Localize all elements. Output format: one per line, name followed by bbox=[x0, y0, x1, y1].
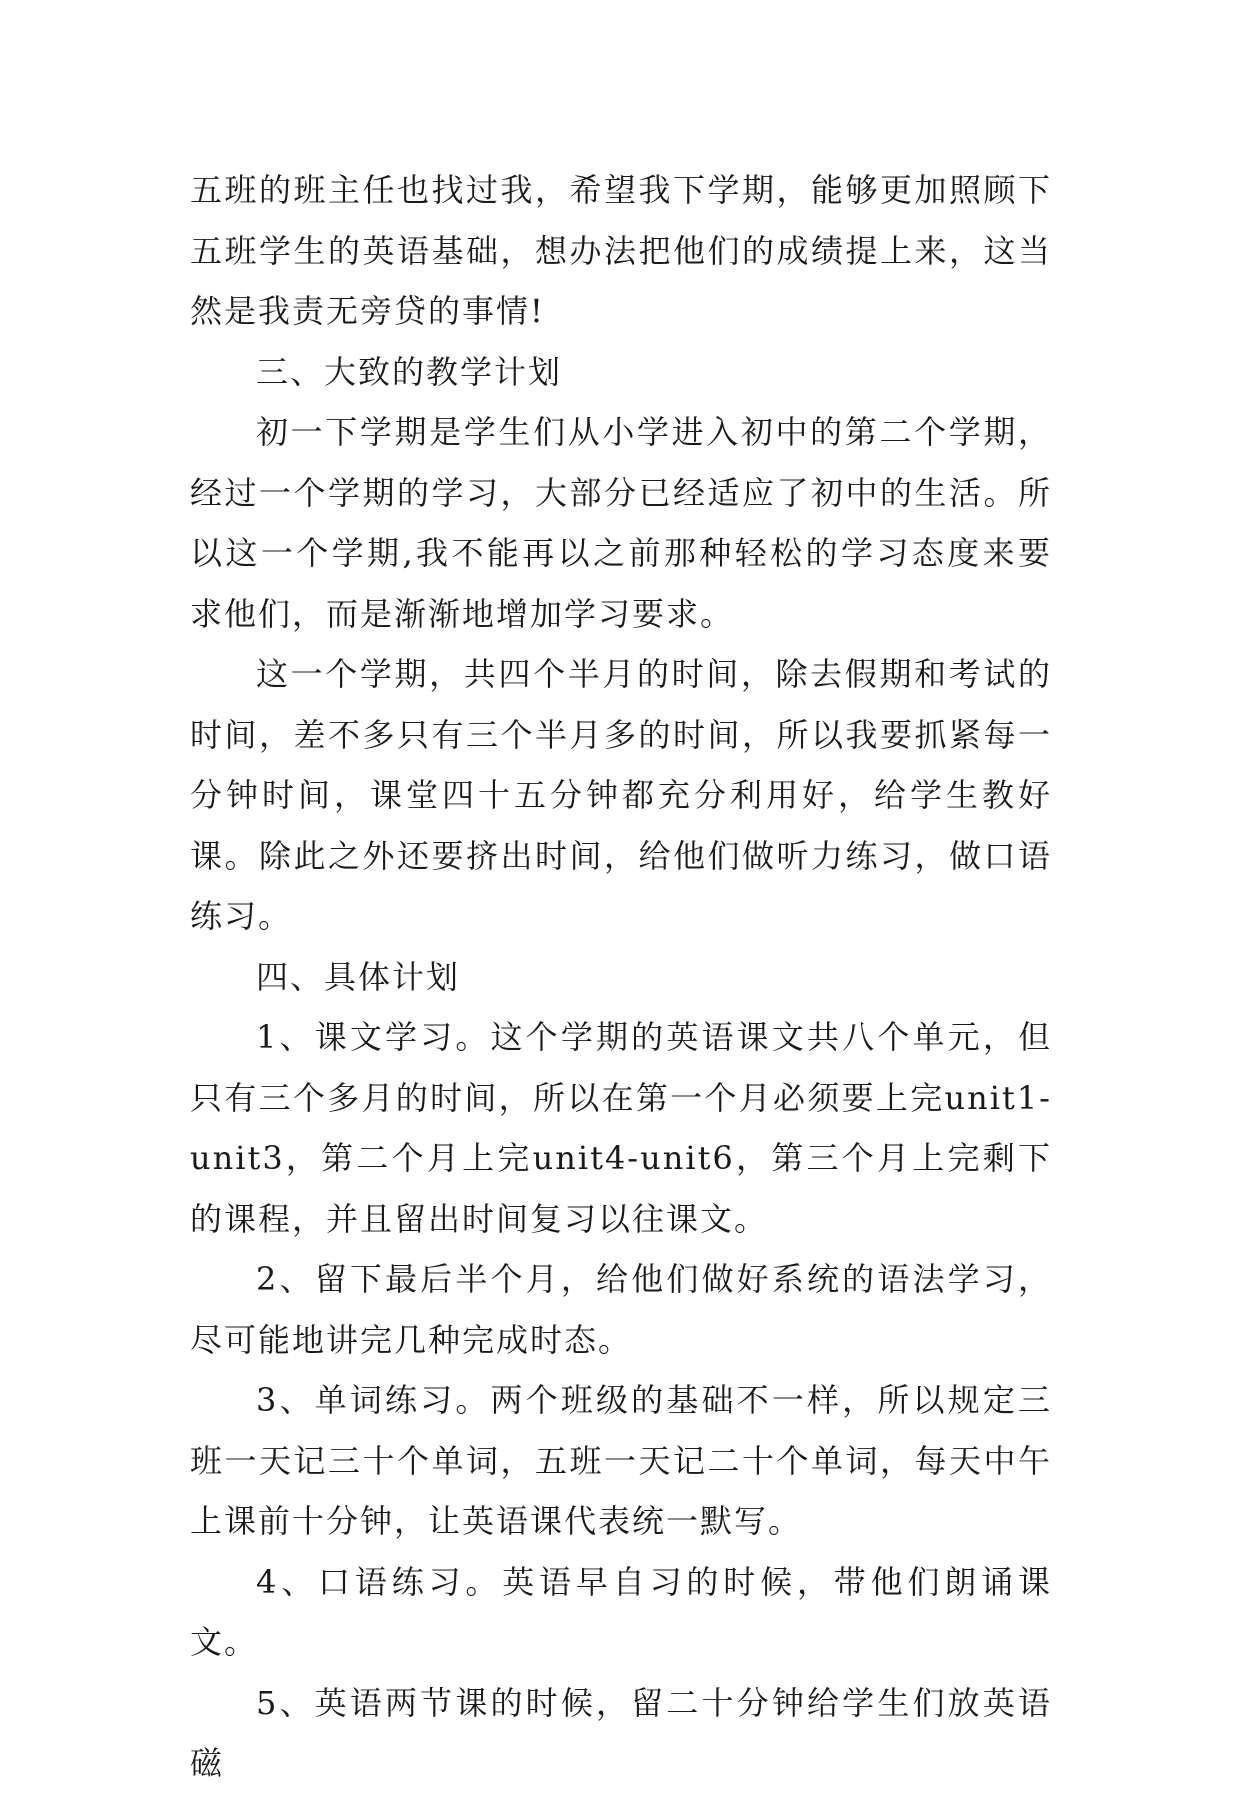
paragraph: 3、单词练习。两个班级的基础不一样，所以规定三班一天记三十个单词，五班一天记二十个单词，每天中午上课前十分钟，让英语课代表统一默写。 bbox=[190, 1381, 1052, 1540]
paragraph: 4、口语练习。英语早自习的时候，带他们朗诵课文。 bbox=[190, 1562, 1052, 1661]
paragraph: 5、英语两节课的时候，留二十分钟给学生们放英语磁 bbox=[190, 1683, 1052, 1782]
section-heading: 三、大致的教学计划 bbox=[256, 352, 563, 391]
section-heading: 四、具体计划 bbox=[256, 957, 461, 996]
paragraph: 1、课文学习。这个学期的英语课文共八个单元，但只有三个多月的时间，所以在第一个月必须要上完unit1-unit3，第二个月上完unit4-unit6，第三个月上完剩下的课程，并且留出时间复习以往课文。 bbox=[190, 1018, 1052, 1238]
paragraph: 五班的班主任也找过我，希望我下学期，能够更加照顾下五班学生的英语基础，想办法把他们的成绩提上来，这当然是我责无旁贷的事情! bbox=[190, 171, 1052, 330]
paragraph: 2、留下最后半个月，给他们做好系统的语法学习，尽可能地讲完几种完成时态。 bbox=[190, 1260, 1052, 1359]
paragraph: 这一个学期，共四个半月的时间，除去假期和考试的时间，差不多只有三个半月多的时间，所以我要抓紧每一分钟时间，课堂四十五分钟都充分利用好，给学生教好课。除此之外还要挤出时间，给他们做听力练习，做口语练习。 bbox=[190, 655, 1052, 935]
paragraph: 初一下学期是学生们从小学进入初中的第二个学期，经过一个学期的学习，大部分已经适应了初中的生活。所以这一个学期,我不能再以之前那种轻松的学习态度来要求他们，而是渐渐地增加学习要求。 bbox=[190, 413, 1052, 633]
document-body bbox=[190, 160, 1052, 1794]
